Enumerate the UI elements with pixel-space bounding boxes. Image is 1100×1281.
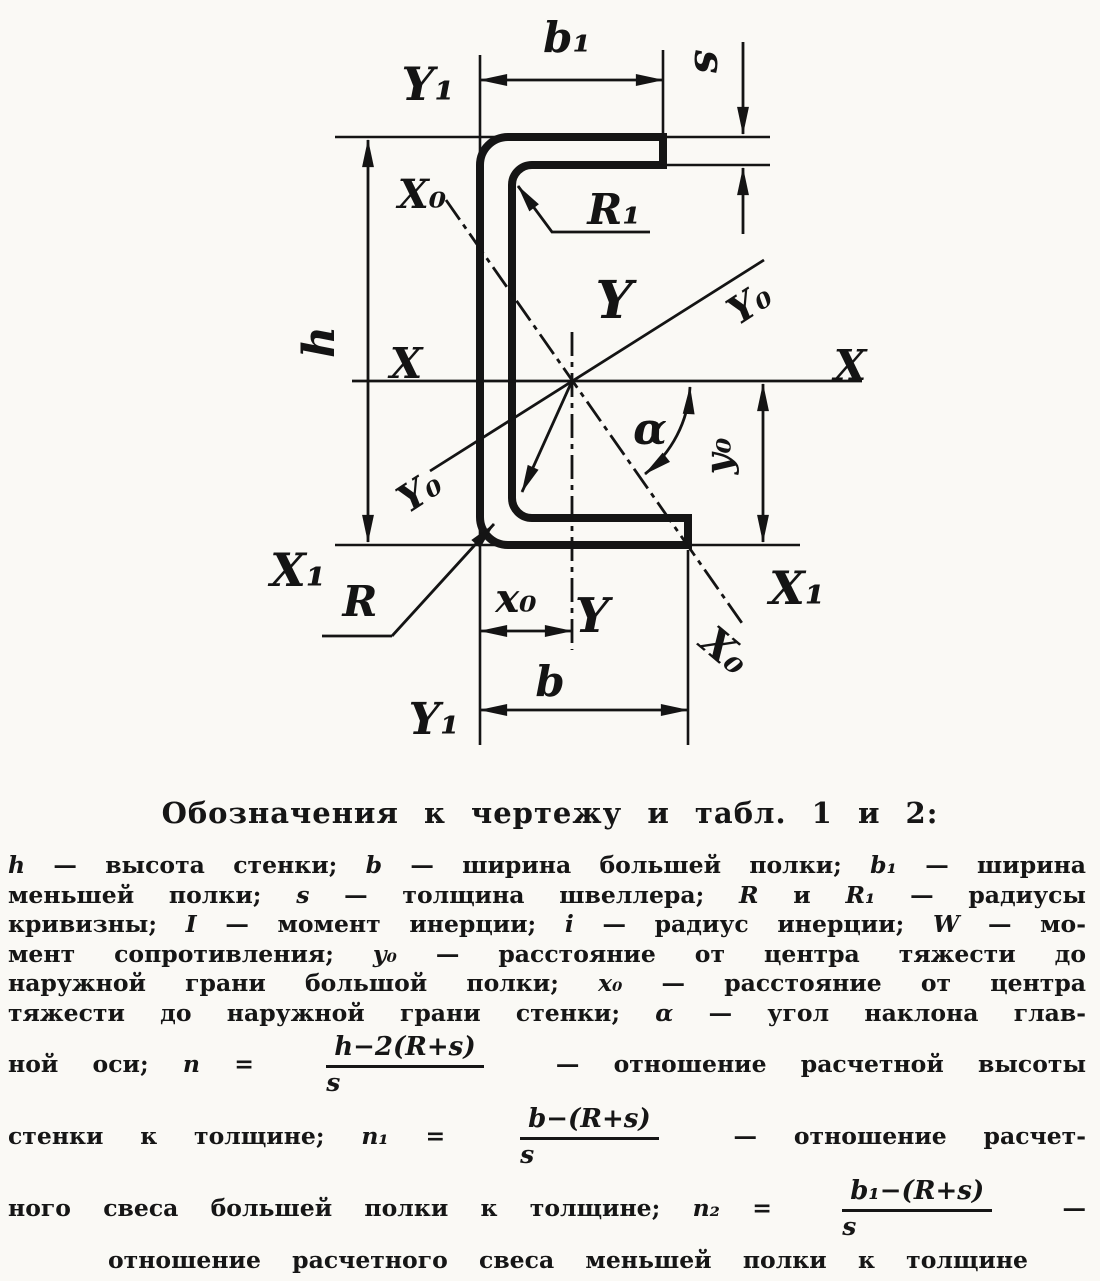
label-radius-r: R xyxy=(342,577,378,626)
symbol-text: s xyxy=(296,880,310,909)
legend-text: — расстояние от центра xyxy=(622,969,1086,997)
legend-text: — отношение расчетной высоты xyxy=(521,1050,1086,1078)
paragraph-line xyxy=(108,1246,1028,1276)
legend-text: = xyxy=(200,1050,289,1078)
paragraph-line xyxy=(8,881,1086,911)
fraction-denominator: s xyxy=(842,1212,857,1242)
inline-fraction xyxy=(326,1033,483,1098)
symbol-text: i xyxy=(564,910,574,938)
legend-text: ной оси; xyxy=(8,1050,183,1078)
label-axis-y1-top: Y₁ xyxy=(401,57,455,111)
legend-text: меньшей полки; xyxy=(8,880,297,909)
symbol-text: n₂ xyxy=(692,1194,720,1222)
legend-text: и xyxy=(758,880,846,909)
label-axis-x0-lower: X₀ xyxy=(691,617,759,685)
legend-text: — радиусы xyxy=(875,880,1086,909)
label-axis-x0-upper: X₀ xyxy=(397,171,447,218)
symbol-text: h xyxy=(8,851,26,879)
label-dim-s: s xyxy=(685,50,734,74)
legend-text: = xyxy=(719,1194,805,1222)
symbol-text: W xyxy=(932,910,960,938)
symbol-text: b₁ xyxy=(870,851,897,879)
paragraph xyxy=(8,851,1086,1276)
label-dim-y0: y₀ xyxy=(698,437,740,475)
legend-text: — мо- xyxy=(959,910,1086,938)
paragraph-line xyxy=(8,969,1086,999)
legend-text: — высота стенки; xyxy=(25,851,366,879)
symbol-text: b xyxy=(365,851,383,879)
legend-text: — расстояние от центра тяжести до xyxy=(396,939,1086,968)
inline-fraction xyxy=(842,1177,992,1242)
symbol-text: R xyxy=(739,880,759,909)
paragraph-line xyxy=(8,940,1086,970)
legend-text: = xyxy=(388,1122,483,1150)
label-dim-b1: b₁ xyxy=(543,13,591,62)
fraction-numerator: b₁−(R+s) xyxy=(842,1177,992,1212)
legend-text: — xyxy=(1030,1194,1086,1222)
fraction-denominator: s xyxy=(520,1140,535,1170)
paragraph-line xyxy=(8,1028,1086,1100)
legend-text: — толщина швеллера; xyxy=(309,880,739,909)
legend-text: отношение расчетного свеса меньшей полки к толщине xyxy=(108,1246,1028,1274)
fraction-denominator: s xyxy=(326,1068,341,1098)
paragraph-line xyxy=(8,1100,1086,1172)
label-axis-x1-left: X₁ xyxy=(270,543,326,597)
legend-text: ного свеса большей полки к толщине; xyxy=(8,1194,693,1222)
symbol-text: α xyxy=(655,998,674,1027)
legend-text: — угол наклона глав- xyxy=(673,998,1086,1027)
symbol-text: R₁ xyxy=(845,880,876,909)
label-axis-y1-bottom: Y₁ xyxy=(408,694,460,745)
legend-heading: Обозначения к чертежу и табл. 1 и 2: xyxy=(161,796,939,830)
legend-text: — ширина xyxy=(896,851,1087,879)
fraction-numerator: h−2(R+s) xyxy=(326,1033,483,1068)
fraction-numerator: b−(R+s) xyxy=(520,1105,659,1140)
legend-text: — момент инерции; xyxy=(196,910,565,938)
paragraph-line xyxy=(8,851,1086,881)
label-axis-y0-lower: Y₀ xyxy=(388,459,450,522)
label-axis-y-upper: Y xyxy=(595,270,633,331)
label-axis-x-left: X xyxy=(389,339,423,388)
legend-text: стенки к толщине; xyxy=(8,1122,362,1150)
label-axis-x-right: X xyxy=(833,341,867,390)
label-dim-h: h xyxy=(294,326,345,358)
symbol-text: x₀ xyxy=(598,969,623,997)
legend-text: тяжести до наружной грани стенки; xyxy=(8,998,656,1027)
legend-text: — ширина большей полки; xyxy=(382,851,871,879)
label-axis-y-lower: Y xyxy=(574,588,610,644)
paragraph-line xyxy=(8,999,1086,1029)
channel-section-outline xyxy=(480,137,688,545)
paragraph-line xyxy=(8,910,1086,940)
legend-text: наружной грани большой полки; xyxy=(8,969,599,997)
inline-fraction xyxy=(520,1105,659,1170)
legend-text: мент сопротивления; xyxy=(8,939,373,968)
label-dim-b: b xyxy=(535,657,565,706)
symbol-text: I xyxy=(185,910,197,938)
legend-text: — радиус инерции; xyxy=(573,910,933,938)
label-dim-x0: x₀ xyxy=(495,575,537,622)
label-axis-x1-right: X₁ xyxy=(769,561,825,615)
legend-text: кривизны; xyxy=(8,910,186,938)
label-axis-y0-upper: Y₀ xyxy=(718,271,780,334)
symbol-text: n₁ xyxy=(361,1122,389,1150)
legend-text: — отношение расчет- xyxy=(696,1122,1086,1150)
symbol-text: n xyxy=(182,1050,200,1078)
symbol-text: y₀ xyxy=(372,939,397,968)
label-angle-alpha: α xyxy=(633,404,667,455)
paragraph-line xyxy=(8,1172,1086,1244)
label-radius-r1: R₁ xyxy=(587,185,641,234)
